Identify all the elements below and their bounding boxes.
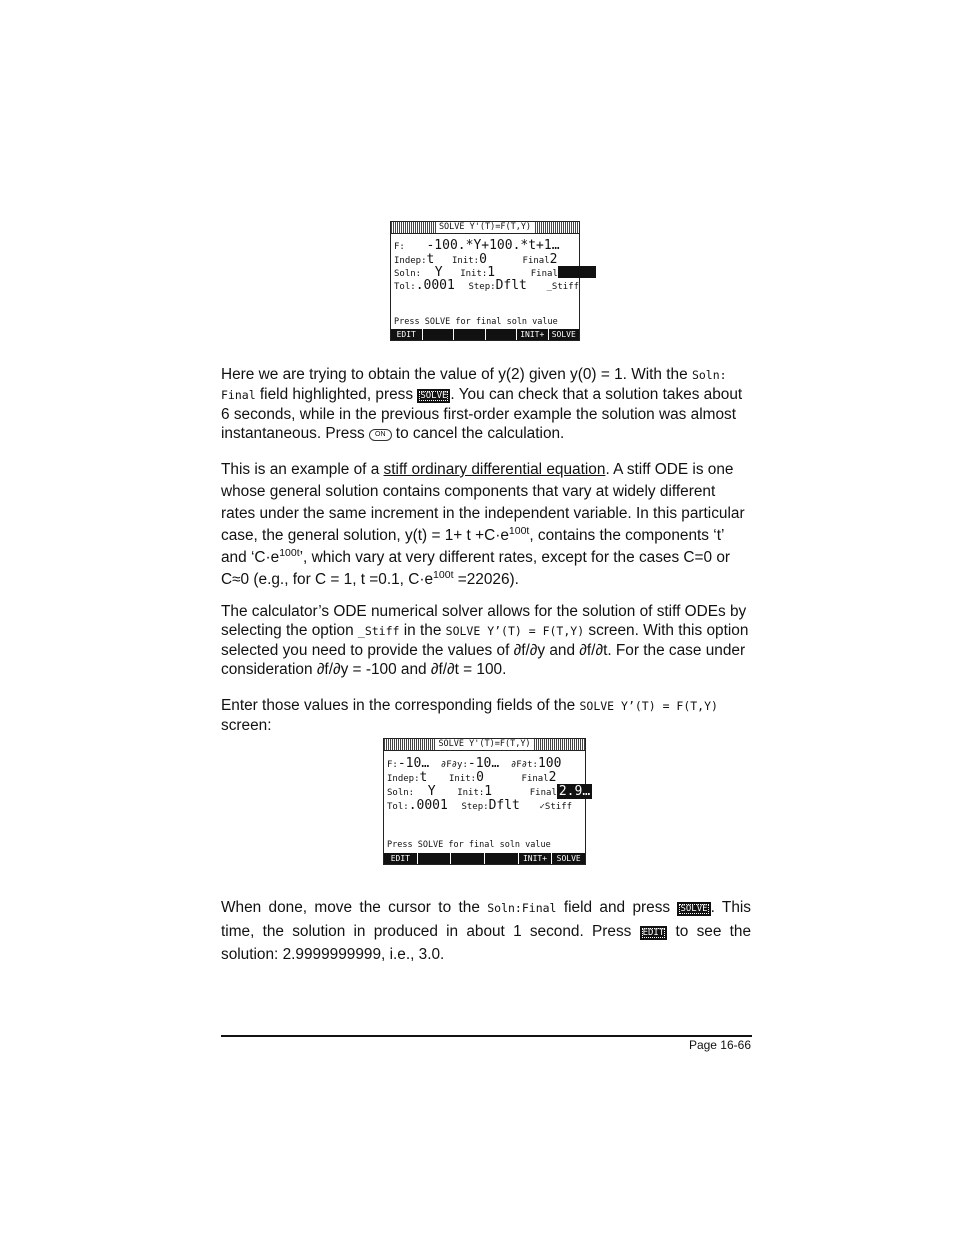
exponent: 100t [433, 569, 454, 581]
softkey-edit[interactable]: EDIT [391, 329, 422, 340]
softkey-solve[interactable]: SOLVE [549, 329, 580, 340]
soln-init-label: Init: [460, 269, 488, 279]
step-label: Step: [468, 282, 496, 292]
paragraph-2 [221, 459, 751, 591]
text: The calculator’s ODE numerical solver allows for the solution of stiff ODEs by selecting the option [221, 603, 747, 639]
dfdt-field[interactable]: 100 [537, 756, 562, 771]
softkey-solve[interactable]: SOLVE [552, 853, 585, 864]
status-message: Press SOLVE for final soln value [394, 317, 558, 327]
indep-label: Indep: [394, 256, 427, 266]
soln-final-label: Final [529, 788, 557, 798]
softkey-init[interactable]: INIT+ [519, 853, 552, 864]
soln-field[interactable]: Y [434, 265, 443, 280]
screen-title: SOLVE Y'(T)=F(T,Y) [435, 739, 533, 750]
text: screen. With this option selected you need to provide the values of ∂f/∂y and ∂f/∂t. For the case under consideration ∂f/∂y = -100 and ∂f/∂t = 100. [221, 622, 749, 678]
calculator-screen-2 [383, 738, 591, 865]
softkey-blank-2[interactable] [423, 329, 454, 340]
dfdt-label: ∂F∂t: [510, 760, 538, 770]
soln-init-field[interactable]: 1 [484, 784, 493, 799]
code-soln-final: Soln: Final [221, 368, 727, 402]
code-solve-screen: SOLVE Y’(T) = F(T,Y) [445, 624, 585, 638]
code-soln-final: Soln:Final [487, 901, 557, 915]
init-field[interactable]: 0 [476, 770, 484, 785]
indep-field[interactable]: t [419, 770, 428, 785]
text: . You can check that a solution takes about 6 seconds, while in the previous first-order example the solution was almost instantaneous. Press [221, 386, 743, 442]
tol-label: Tol: [387, 802, 409, 812]
footer-rule [221, 1035, 752, 1037]
dfdy-field[interactable]: -10… [467, 756, 500, 771]
step-label: Step: [461, 802, 489, 812]
exponent: 100t [508, 525, 530, 537]
final-label: Final [522, 256, 550, 266]
stiff-ode-link[interactable]: stiff ordinary differential equation [383, 461, 606, 478]
soln-label: Soln: [394, 269, 422, 279]
f-label: F: [394, 242, 405, 252]
final-label: Final [521, 774, 549, 784]
f-field[interactable]: -10… [397, 756, 430, 771]
status-message: Press SOLVE for final soln value [387, 840, 551, 850]
text: ’, which vary at very different rates, except for the cases C=0 or C≈0 (e.g., for C = 1, t =0.1, C·e [221, 549, 731, 588]
stiff-checkbox[interactable]: _Stiff [546, 282, 580, 292]
text: =22026). [453, 571, 519, 588]
tol-row [394, 276, 579, 292]
tol-label: Tol: [394, 282, 416, 292]
exponent: 100t [279, 547, 300, 559]
final-field[interactable]: 2 [548, 770, 557, 785]
screen-title-bar [391, 222, 579, 234]
paragraph-5 [221, 896, 751, 966]
indep-label: Indep: [387, 774, 420, 784]
soln-init-field[interactable]: 1 [487, 265, 496, 280]
text: in the [399, 622, 446, 639]
text: When done, move the cursor to the [221, 899, 488, 916]
calculator-screen-1 [390, 221, 580, 341]
init-field[interactable]: 0 [479, 252, 487, 267]
screen-title-bar [384, 739, 585, 751]
soln-final-field-highlighted[interactable]: 2.9… [558, 784, 591, 799]
code-stiff: _Stiff [357, 624, 400, 638]
tol-field[interactable]: .0001 [415, 278, 455, 293]
screen-title: SOLVE Y'(T)=F(T,Y) [436, 222, 534, 233]
text: Here we are trying to obtain the value of y(2) given y(0) = 1. With the [221, 366, 692, 383]
solve-softkey-icon: SOLVE [417, 389, 450, 403]
text: , contains the components ‘t’ and ‘C·e [221, 527, 724, 566]
softkey-blank-2[interactable] [418, 853, 451, 864]
text: screen: [221, 717, 272, 734]
init-label: Init: [451, 256, 480, 266]
f-field[interactable]: -100.*Y+100.*t+1… [426, 238, 560, 253]
dfdy-label: ∂F∂y: [440, 760, 468, 770]
text: . This time, the solution in produced in about 1 second. Press [221, 899, 751, 940]
init-label: Init: [448, 774, 477, 784]
paragraph-4 [221, 696, 751, 735]
text: This is an example of a [221, 461, 384, 478]
text: to see the solution: 2.9999999999, i.e., 3.0. [221, 923, 752, 963]
paragraph-1 [221, 365, 751, 443]
solve-softkey-icon: SOLVE [677, 902, 710, 916]
step-field[interactable]: Dflt [495, 278, 527, 293]
code-solve-screen: SOLVE Y’(T) = F(T,Y) [579, 699, 718, 713]
softkey-init[interactable]: INIT+ [517, 329, 548, 340]
text: field and press [556, 899, 678, 916]
softkey-menu [391, 329, 579, 340]
softkey-blank-4[interactable] [485, 853, 518, 864]
indep-field[interactable]: t [426, 252, 435, 267]
on-key-icon: ON [369, 429, 392, 441]
stiff-checkbox-checked[interactable]: ✓Stiff [539, 802, 573, 812]
text: Enter those values in the corresponding fields of the [221, 697, 580, 714]
soln-init-label: Init: [457, 788, 485, 798]
final-field[interactable]: 2 [549, 252, 558, 267]
paragraph-3 [221, 602, 751, 679]
tol-field[interactable]: .0001 [408, 798, 448, 813]
softkey-blank-3[interactable] [454, 329, 485, 340]
page-number: Page 16-66 [688, 1038, 751, 1052]
tol-row [387, 796, 572, 812]
softkey-menu [384, 853, 585, 864]
softkey-blank-4[interactable] [486, 329, 517, 340]
edit-softkey-icon: EDIT [640, 926, 668, 940]
text: field highlighted, press [255, 386, 418, 403]
soln-field[interactable]: Y [427, 784, 436, 799]
text: to cancel the calculation. [391, 425, 565, 442]
softkey-blank-3[interactable] [451, 853, 484, 864]
text: . A stiff ODE is one whose general solution contains components that vary at widely different rates under the same increment in the independent variable. In this particular case, the general solution, y(t) = 1+ t +C·e [221, 461, 745, 544]
f-label: F: [387, 760, 398, 770]
softkey-edit[interactable]: EDIT [384, 853, 417, 864]
soln-label: Soln: [387, 788, 415, 798]
soln-final-label: Final [530, 269, 558, 279]
step-field[interactable]: Dflt [488, 798, 520, 813]
